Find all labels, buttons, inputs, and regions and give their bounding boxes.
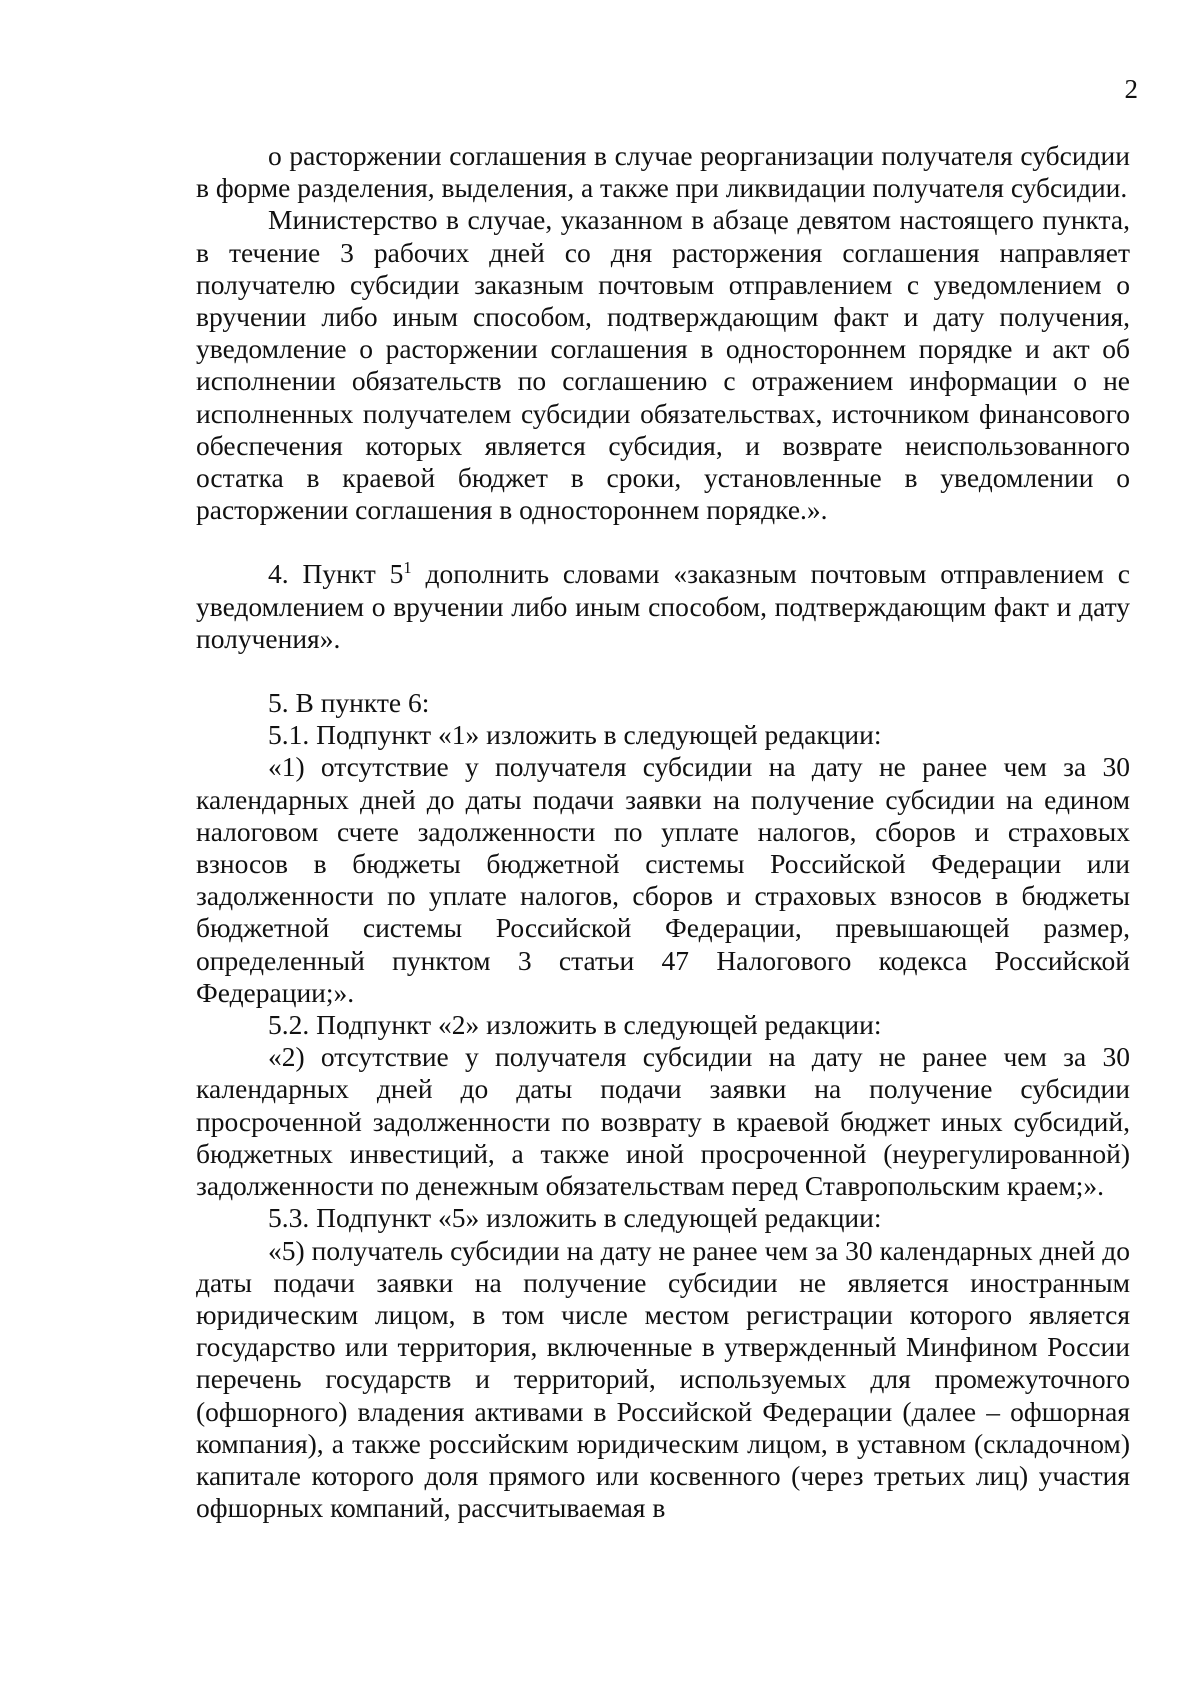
paragraph-item-5-2-heading: 5.2. Подпункт «2» изложить в следующей редакции:	[268, 1009, 882, 1041]
item-4-superscript: 1	[403, 558, 412, 578]
paragraph-subitem-5-text: «5) получатель субсидии на дату не ранее чем за 30 календарных дней до даты подачи заявки на получение субсидии не является иностранным юридическим лицом, в том числе местом регистрации которого является государство или территория, включенные в утвержденный Минфином России перечень государств и территорий, используемых для промежуточного (офшорного) владения активами в Российской Федерации (далее – офшорная компания), а также российским юридическим лицом, в уставном (складочном) капитале которого доля прямого или косвенного (через третьих лиц) участия офшорных компаний, рассчитываемая в	[196, 1234, 1130, 1524]
document-body	[196, 140, 1130, 1524]
spacer	[196, 655, 1130, 687]
paragraph-item-5-heading: 5. В пункте 6:	[268, 687, 430, 719]
paragraph-subitem-2-text: «2) отсутствие у получателя субсидии на дату не ранее чем за 30 календарных дней до даты подачи заявки на получение субсидии просроченной задолженности по возврату в краевой бюджет иных субсидий, бюджетных инвестиций, а также иной просроченной (неурегулированной) задолженности по денежным обязательствам перед Ставропольским краем;».	[196, 1041, 1130, 1202]
paragraph-item-5-1-heading: 5.1. Подпункт «1» изложить в следующей редакции:	[268, 719, 882, 751]
page-number: 2	[1124, 74, 1138, 104]
paragraph-item-5-3-heading: 5.3. Подпункт «5» изложить в следующей редакции:	[268, 1202, 882, 1234]
item-4-lead: 4. Пункт 5	[268, 558, 404, 590]
paragraph-item-4	[196, 558, 1130, 655]
spacer	[196, 526, 1130, 558]
item-4-text: дополнить словами «заказным почтовым отправлением с уведомлением о вручении либо иным способом, подтверждающим факт и дату получения».	[196, 558, 1130, 654]
paragraph-ministry-notice: Министерство в случае, указанном в абзаце девятом настоящего пункта, в течение 3 рабочих дней со дня расторжения соглашения направляет получателю субсидии заказным почтовым отправлением с уведомлением о вручении либо иным способом, подтверждающим факт и дату получения, уведомление о расторжении соглашения в одностороннем порядке и акт об исполнении обязательств по соглашению с отражением информации о не исполненных получателем субсидии обязательствах, источником финансового обеспечения которых является субсидия, и возврате неиспользованного остатка в краевой бюджет в сроки, установленные в уведомлении о расторжении соглашения в одностороннем порядке.».	[196, 204, 1130, 526]
paragraph-subitem-1-text: «1) отсутствие у получателя субсидии на дату не ранее чем за 30 календарных дней до даты подачи заявки на получение субсидии на едином налоговом счете задолженности по уплате налогов, сборов и страховых взносов в бюджеты бюджетной системы Российской Федерации или задолженности по уплате налогов, сборов и страховых взносов в бюджеты бюджетной системы Российской Федерации, превышающей размер, определенный пунктом 3 статьи 47 Налогового кодекса Российской Федерации;».	[196, 751, 1130, 1008]
paragraph-termination-continuation: о расторжении соглашения в случае реорганизации получателя субсидии в форме разделения, выделения, а также при ликвидации получателя субсидии.	[196, 140, 1130, 204]
